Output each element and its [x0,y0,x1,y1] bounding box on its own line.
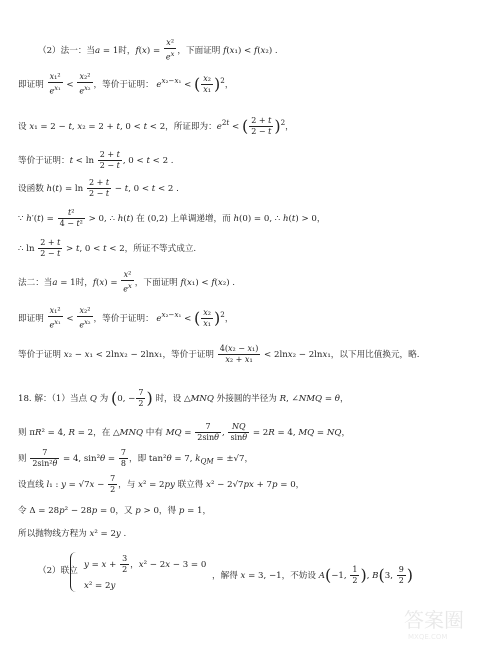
text-line: 设直线 l₁ : y = √7x − $\frac{7}{2}$ ，与 x² = 2py 联立得 x² − 2√7px + 7p = 0， [18,474,305,494]
text-line: 法二：当a = 1时，f(x) = $\frac{\text{x²}}{e^x}$ ，下面证明 f(x₁) < f(x₂) . [18,270,236,294]
text-line: （2）联立 [38,566,78,576]
watermark-logo [400,603,486,643]
text-line: 所以抛物线方程为 x² = 2y . [18,529,127,539]
text-line: 设 x₁ = 2 − t, x₂ = 2 + t, 0 < t < 2，所证即为：$e^{2t}$ < ( $\frac{2 + t}{2 - t}$ )$^2$， [18,116,294,136]
text-line: 则 $\frac{7}{\text{2sin²θ}}$ = 4, sin²θ = $\frac{7}{8}$ ，即 tan²θ = 7, $k_{QM} = \pm√7$， [18,448,254,468]
text-line: 等价于证明 x₂ − x₁ < 2lnx₂ − 2lnx₁，等价于证明 $\frac{\text{4(x₂ − x₁)}}{\text{x₂ + x₁}}$ < 2lnx₂ − 2lnx₁，以下用比值换元，略. [18,344,420,364]
text-line: 即证明 $\frac{\text{x₁²}}{e^{x_1}}$ < $\frac{\text{x₂²}}{e^{x_2}}$ ，等价于证明： $e^{x_2-x_1}$ < ( $\frac{\text{x₂}}{\text{x₁}}$ )$^2$， [18,306,234,330]
text-line: 则 πR² = 4, R = 2，在 △MNQ 中有 MQ = $\frac{7}{2\sin\theta}$ , $\frac{NQ}{\sin\theta}$ = 2R = 4, MQ = NQ， [18,422,351,442]
text-line: 设函数 h(t) = ln $\frac{2 + t}{2 - t}$ − t, 0 < t < 2 . [18,178,179,198]
svg-text:答案圈: 答案圈 [404,608,464,632]
text-line: 18. 解：（1）当点 Q 为 (0, − $\frac{7}{2}$ ) 时，设 △MNQ 外接圆的半径为 R, ∠NMQ = θ， [18,388,349,408]
system-eq-2: x² = 2y [84,581,116,591]
text-line: ，解得 x = 3, −1，不妨设 A(−1, $\frac{1}{2}$ ), B(3, $\frac{9}{2}$ ) [212,565,414,585]
text-line: 即证明 $\frac{\text{x₁²}}{e^{x_1}}$ < $\frac{\text{x₂²}}{e^{x_2}}$ ，等价于证明： $e^{x_2-x_1}$ < ( $\frac{\text{x₂}}{\text{x₁}}$ )$^2$， [18,72,234,96]
text-line: 令 Δ = 28p² − 28p = 0，又 p > 0，得 p = 1， [18,506,212,516]
system-eq-1: y = x + $\frac{3}{2}$ ，x² − 2x − 3 = 0 [84,554,207,574]
text-line: ∴ ln $\frac{2 + t}{2 - t}$ > t, 0 < t < 2，所证不等式成立. [18,238,197,258]
brace [70,552,81,592]
text-line: 等价于证明：t < ln $\frac{2 + t}{2 - t}$ , 0 < t < 2 . [18,150,174,170]
svg-text:MXQE.COM: MXQE.COM [408,633,448,641]
text-line: （2）法一：当a = 1时，f(x) = $\frac{\text{x²}}{e^x}$ ，下面证明 f(x₁) < f(x₂) . [38,38,278,62]
text-line: ∵ h′(t) = $\frac{\text{t²}}{\text{4 − t²}}$ > 0, ∴ h(t) 在 (0,2) 上单调递增，而 h(0) = 0, ∴ h(t) > 0， [18,208,326,228]
